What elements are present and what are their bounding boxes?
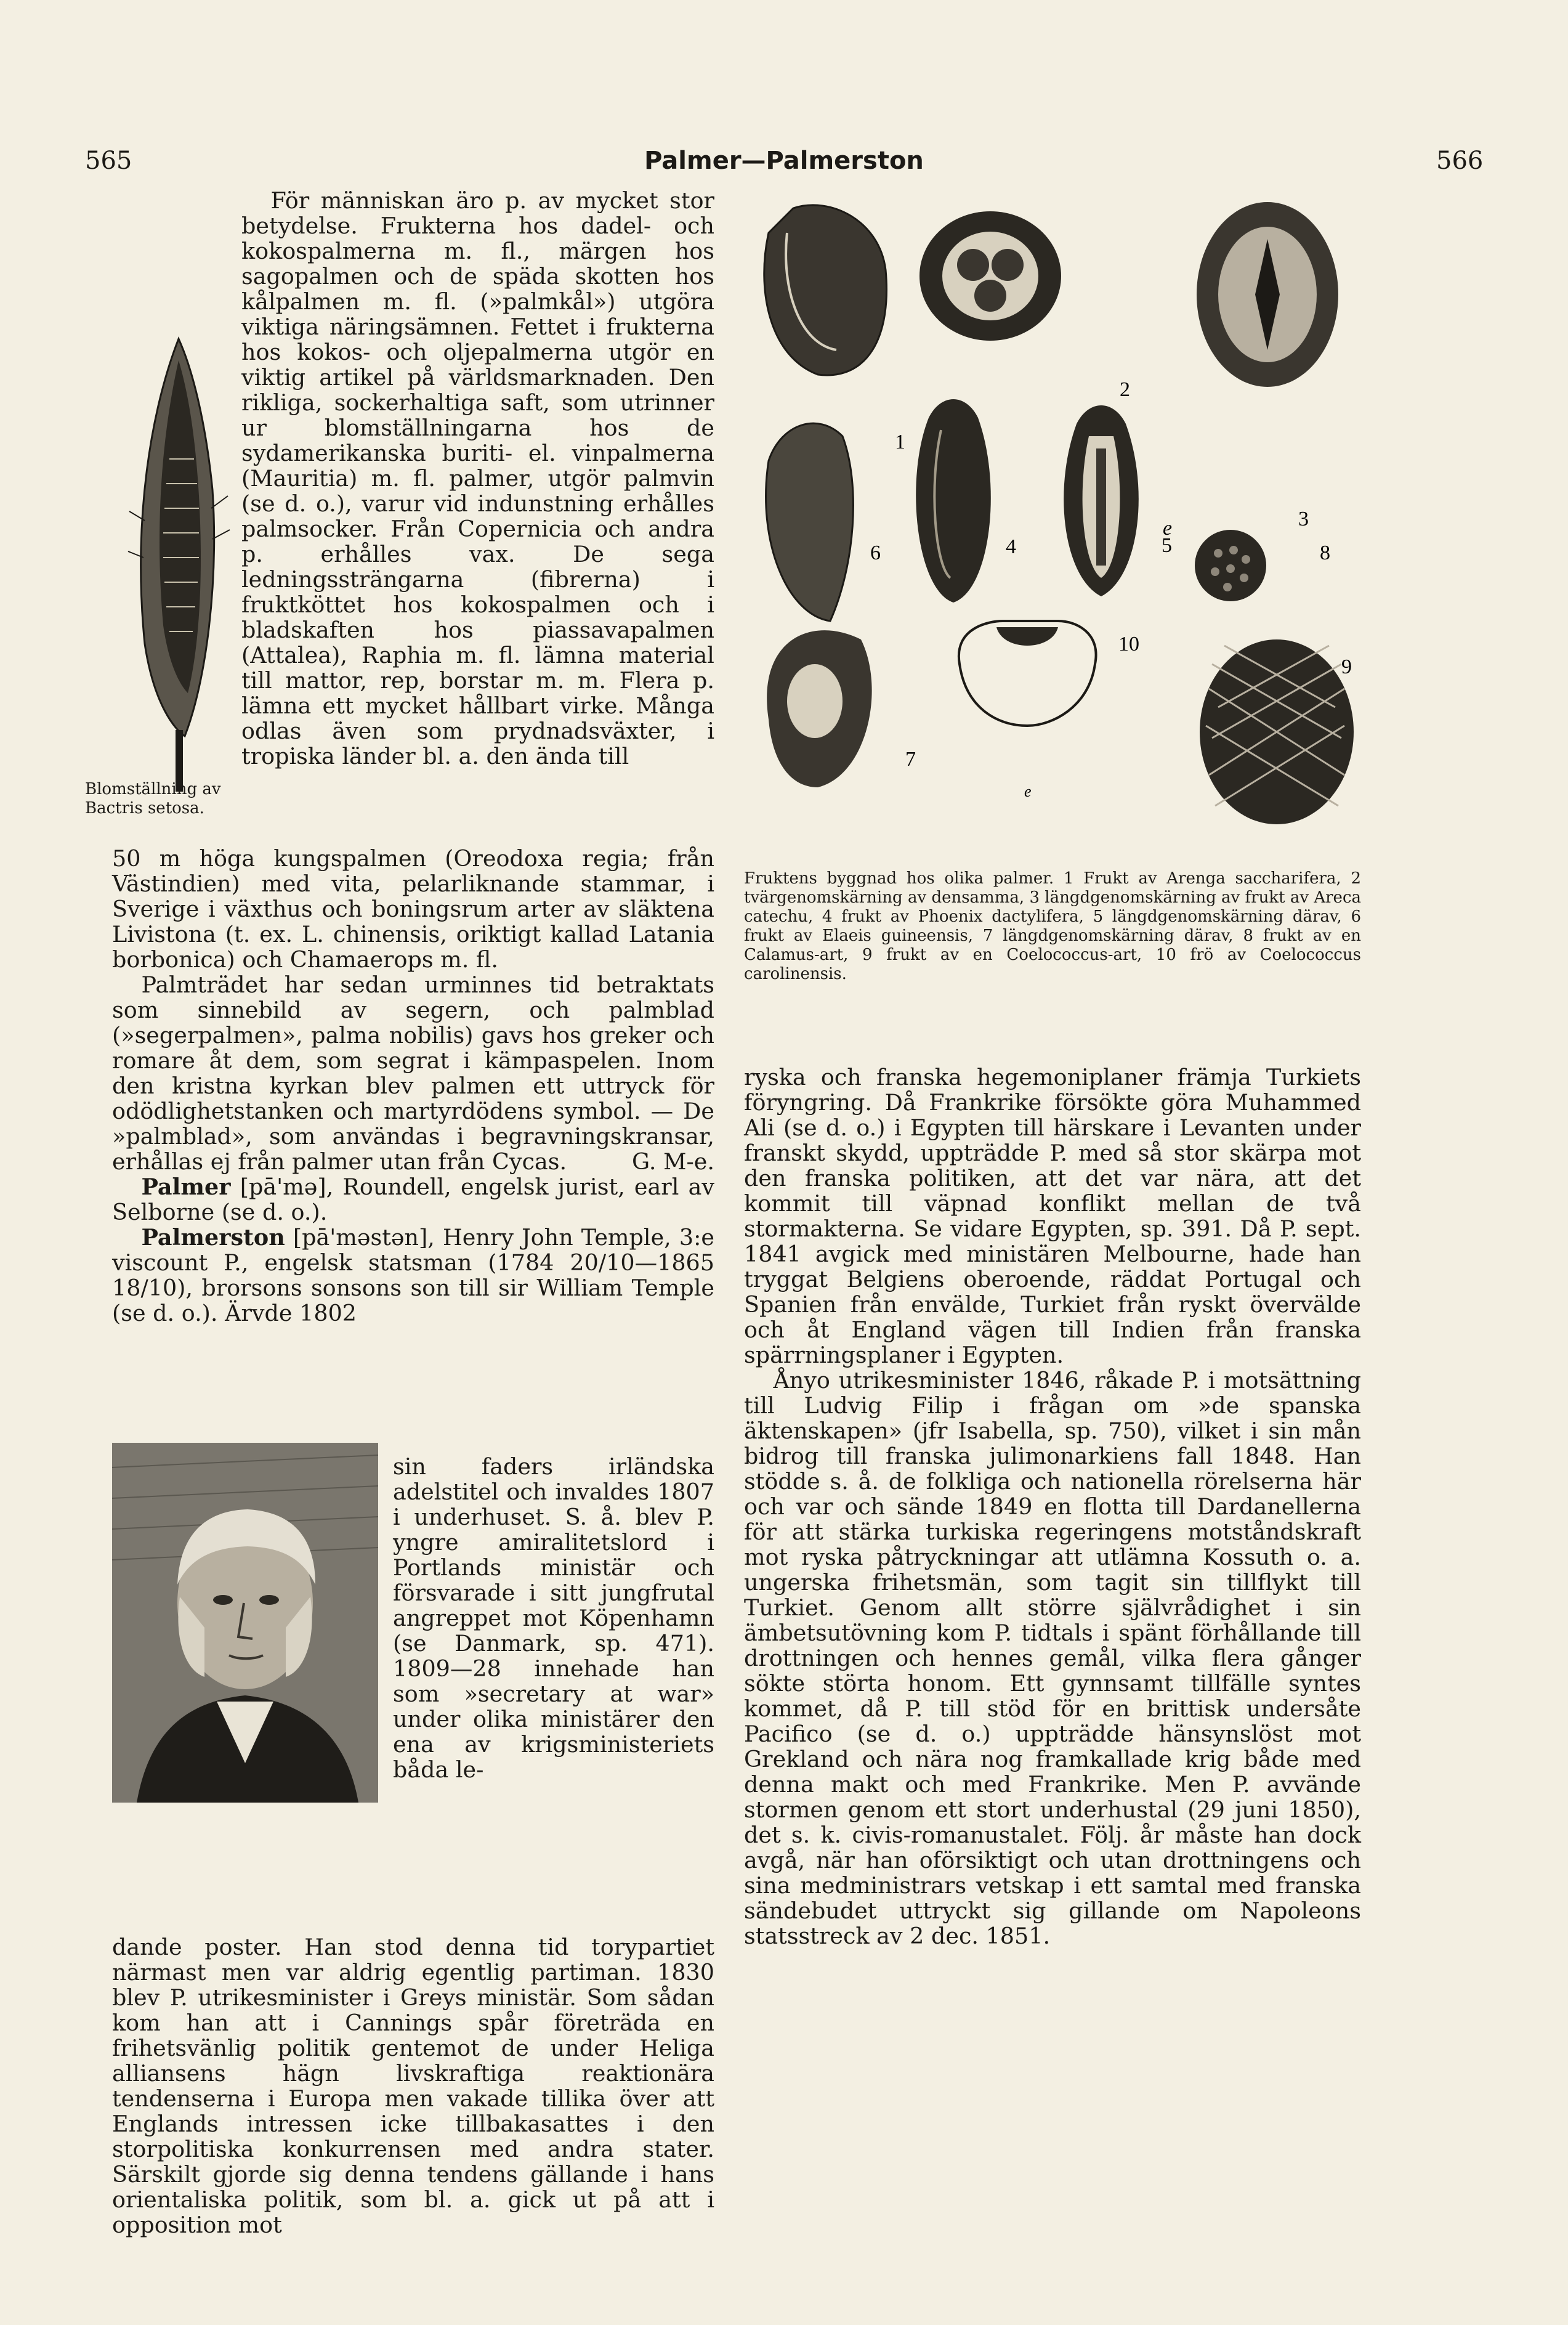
paragraph-foreign-policy: ryska och franska hegemoniplaner främja Turkiets föryngring. Då Frankrike försökte göra Muhammed Ali (se d. o.) i Egypten till härskare i Levanten under franskt skydd, uppträdde P. med så stor skärpa mot den franska politiken, att det var nära, att det kommit till väpnad konflikt mellan de två stormakterna. Se vidare Egypten, sp. 391. Då P. sept. 1841 avgick med ministären Melbourne, hade han tryggat Belgiens oberoende, räddat Portugal och Spanien från envälde, Turkiet från ryskt övervälde och åt England vägen till Indien från franska spärrningsplaner i Egypten. [744,1064,1361,1368]
figure-label-4: 4 [1006,535,1016,558]
paragraph-foreign-minister-1846: Ånyo utrikesminister 1846, råkade P. i motsättning till Ludvig Filip i frågan om »de spanska äktenskapen» (jfr Isabella, sp. 750), vilket i sin mån bidrog till franska julimonarkiens fall 1848. Han stödde s. å. de folkliga och nationella rörelserna här och var och sände 1849 en flotta till Dardanellerna för att stärka turkiska regeringens motståndskraft mot ryska påtryckningar att utlämna Kossuth o. a. ungerska frihetsmän, som tagit sin tillflykt till Turkiet. Genom allt större självrådighet i sin ämbetsutövning kom P. tidtals i spänt förhållande till drottningen och hennes gemål, vilka flera gånger sökte störta honom. Ett gynnsamt tillfälle syntes kommet, då P. till stöd för en brittisk undersåte Pacifico (se d. o.) uppträdde hänsynslöst mot Grekland och nära nog framkallade krig både med denna makt och med Frankrike. Men P. avvände stormen genom ett stort underhustal (29 juni 1850), det s. k. civis-romanustalet. Följ. år måste han dock avgå, när han oförsiktigt och utan drottningens och sina medministrars vetskap i ett samtal med franska sändebudet uttryckt sig gillande om Napoleons statsstreck av 2 dec. 1851. [744,1367,1361,1949]
paragraph-symbolism [112,972,714,1174]
palmerston-portrait [112,1443,378,1803]
entry-palmer-head: Palmer [141,1174,231,1200]
page-number-left: 565 [85,147,132,175]
figure-label-e-lower: e [1024,782,1032,800]
left-column-intro [241,188,714,769]
palm-fruit-illustration [744,196,1361,848]
left-column-bottom [112,1934,714,2238]
figure-label-5: 5 [1162,534,1172,557]
figure-label-8: 8 [1320,542,1330,564]
figure-label-1: 1 [895,431,905,453]
figure-label-6: 6 [870,542,881,564]
entry-palmerston [112,1225,714,1326]
author-signature: G. M-e. [632,1148,714,1175]
entry-palmer-body: [pā'mə], Roundell, engelsk jurist, earl av Selborne (se d. o.). [112,1174,714,1225]
figure-label-2: 2 [1120,378,1130,401]
right-column-body [744,1065,1361,1949]
figure-label-3: 3 [1298,508,1309,530]
symbolism-text: Palmträdet har sedan urminnes tid betraktats som sinnebild av segern, och palmblad (»segerpalmen», palma nobilis) gavs hos greker och romare åt dem, som segrat i kämpaspelen. Inom den kristna kyrkan blev palmen ett uttryck för odödlighetstanken och martyrdödens symbol. — De »palmblad», som användas i begravningskransar, erhållas ej från palmer utan från Cycas. [112,972,714,1175]
paragraph-uses-continued: 50 m höga kungspalmen (Oreodoxa regia; från Västindien) med vita, pelarliknande stammar, i Sverige i växthus och boningsrum arter av släktena Livistona (t. ex. L. chinensis, oriktigt kallad Latania borbonica) och Chamaerops m. fl. [112,845,714,973]
left-column-body [112,846,714,1326]
fruit-figure-caption: Fruktens byggnad hos olika palmer. 1 Frukt av Arenga saccharifera, 2 tvärgenomskärning av densamma, 3 längdgenomskärning av frukt av Areca catechu, 4 frukt av Phoenix dactylifera, 5 längdgenomskärning därav, 6 frukt av Elaeis guineensis, 7 längdgenomskärning därav, 8 frukt av en Calamus-art, 9 frukt av en Coelococcus-art, 10 frö av Coelococcus carolinensis. [744,869,1361,983]
palmerston-side-text: sin faders irländska adelstitel och invaldes 1807 i underhuset. S. å. blev P. yngre amiralitetslord i Portlands ministär och försvarade i sitt jungfrutal angreppet mot Köpenhamn (se Danmark, sp. 471). 1809—28 innehade han som »secretary at war» under olika ministärer den ena av krigsministeriets båda le- [393,1453,714,1783]
figure-label-e-upper: e [1163,517,1173,540]
figure-label-7: 7 [905,748,916,771]
left-column-beside-portrait [393,1454,714,1782]
entry-palmer [112,1174,714,1225]
plant-inflorescence-illustration [126,336,231,792]
page-number-right: 566 [1436,147,1484,175]
palmerston-rest-text: dande poster. Han stod denna tid torypartiet närmast men var aldrig egentlig partiman. 1830 blev P. utrikesminister i Greys ministär. Som sådan kom han att i Cannings spår företräda en frihetsvänlig politik gentemot de under Heliga alliansens hägn livskraftiga reaktionära tendenserna i Europa men vakade tillika över att Englands intressen icke tillbakasattes i den storpolitiska konkurrensen med andra stater. Särskilt gjorde sig denna tendens gällande i hans orientaliska politik, som bl. a. gick ut på att i opposition mot [112,1934,714,2238]
paragraph-uses: För människan äro p. av mycket stor betydelse. Frukterna hos dadel- och kokospalmerna m. fl., märgen hos sagopalmen och de späda skotten hos kålpalmen m. fl. (»palmkål») utgöra viktiga näringsämnen. Fettet i frukterna hos kokos- och oljepalmerna utgör en viktig artikel på världsmarknaden. Den rikliga, sockerhaltiga saft, som utrinner ur blomställningarna hos de sydamerikanska buriti- el. vinpalmerna (Mauritia) m. fl. palmer, utgör palmvin (se d. o.), varur vid indunstning erhålles palmsocker. Från Copernicia och andra p. erhålles vax. De sega ledningssträngarna (fibrerna) i fruktköttet hos kokospalmen och i bladskaften hos piassavapalmen (Attalea), Raphia m. fl. lämna material till mattor, rep, borstar m. m. Flera p. lämna ett mycket hållbart virke. Många odlas även som prydnadsväxter, i tropiska länder bl. a. den ända till [241,187,714,769]
figure-label-9: 9 [1341,655,1352,678]
figure-label-10: 10 [1118,633,1139,655]
running-header: Palmer—Palmerston [644,147,924,175]
entry-palmerston-head: Palmerston [141,1224,285,1251]
plant-figure-caption: Blomställning av Bactris setosa. [85,780,221,818]
entry-palmerston-intro: [pā'məstən], Henry John Temple, 3:e viscount P., engelsk statsman (1784 20/10—1865 18/10), brorsons sonsons son till sir William Temple (se d. o.). Ärvde 1802 [112,1224,714,1326]
